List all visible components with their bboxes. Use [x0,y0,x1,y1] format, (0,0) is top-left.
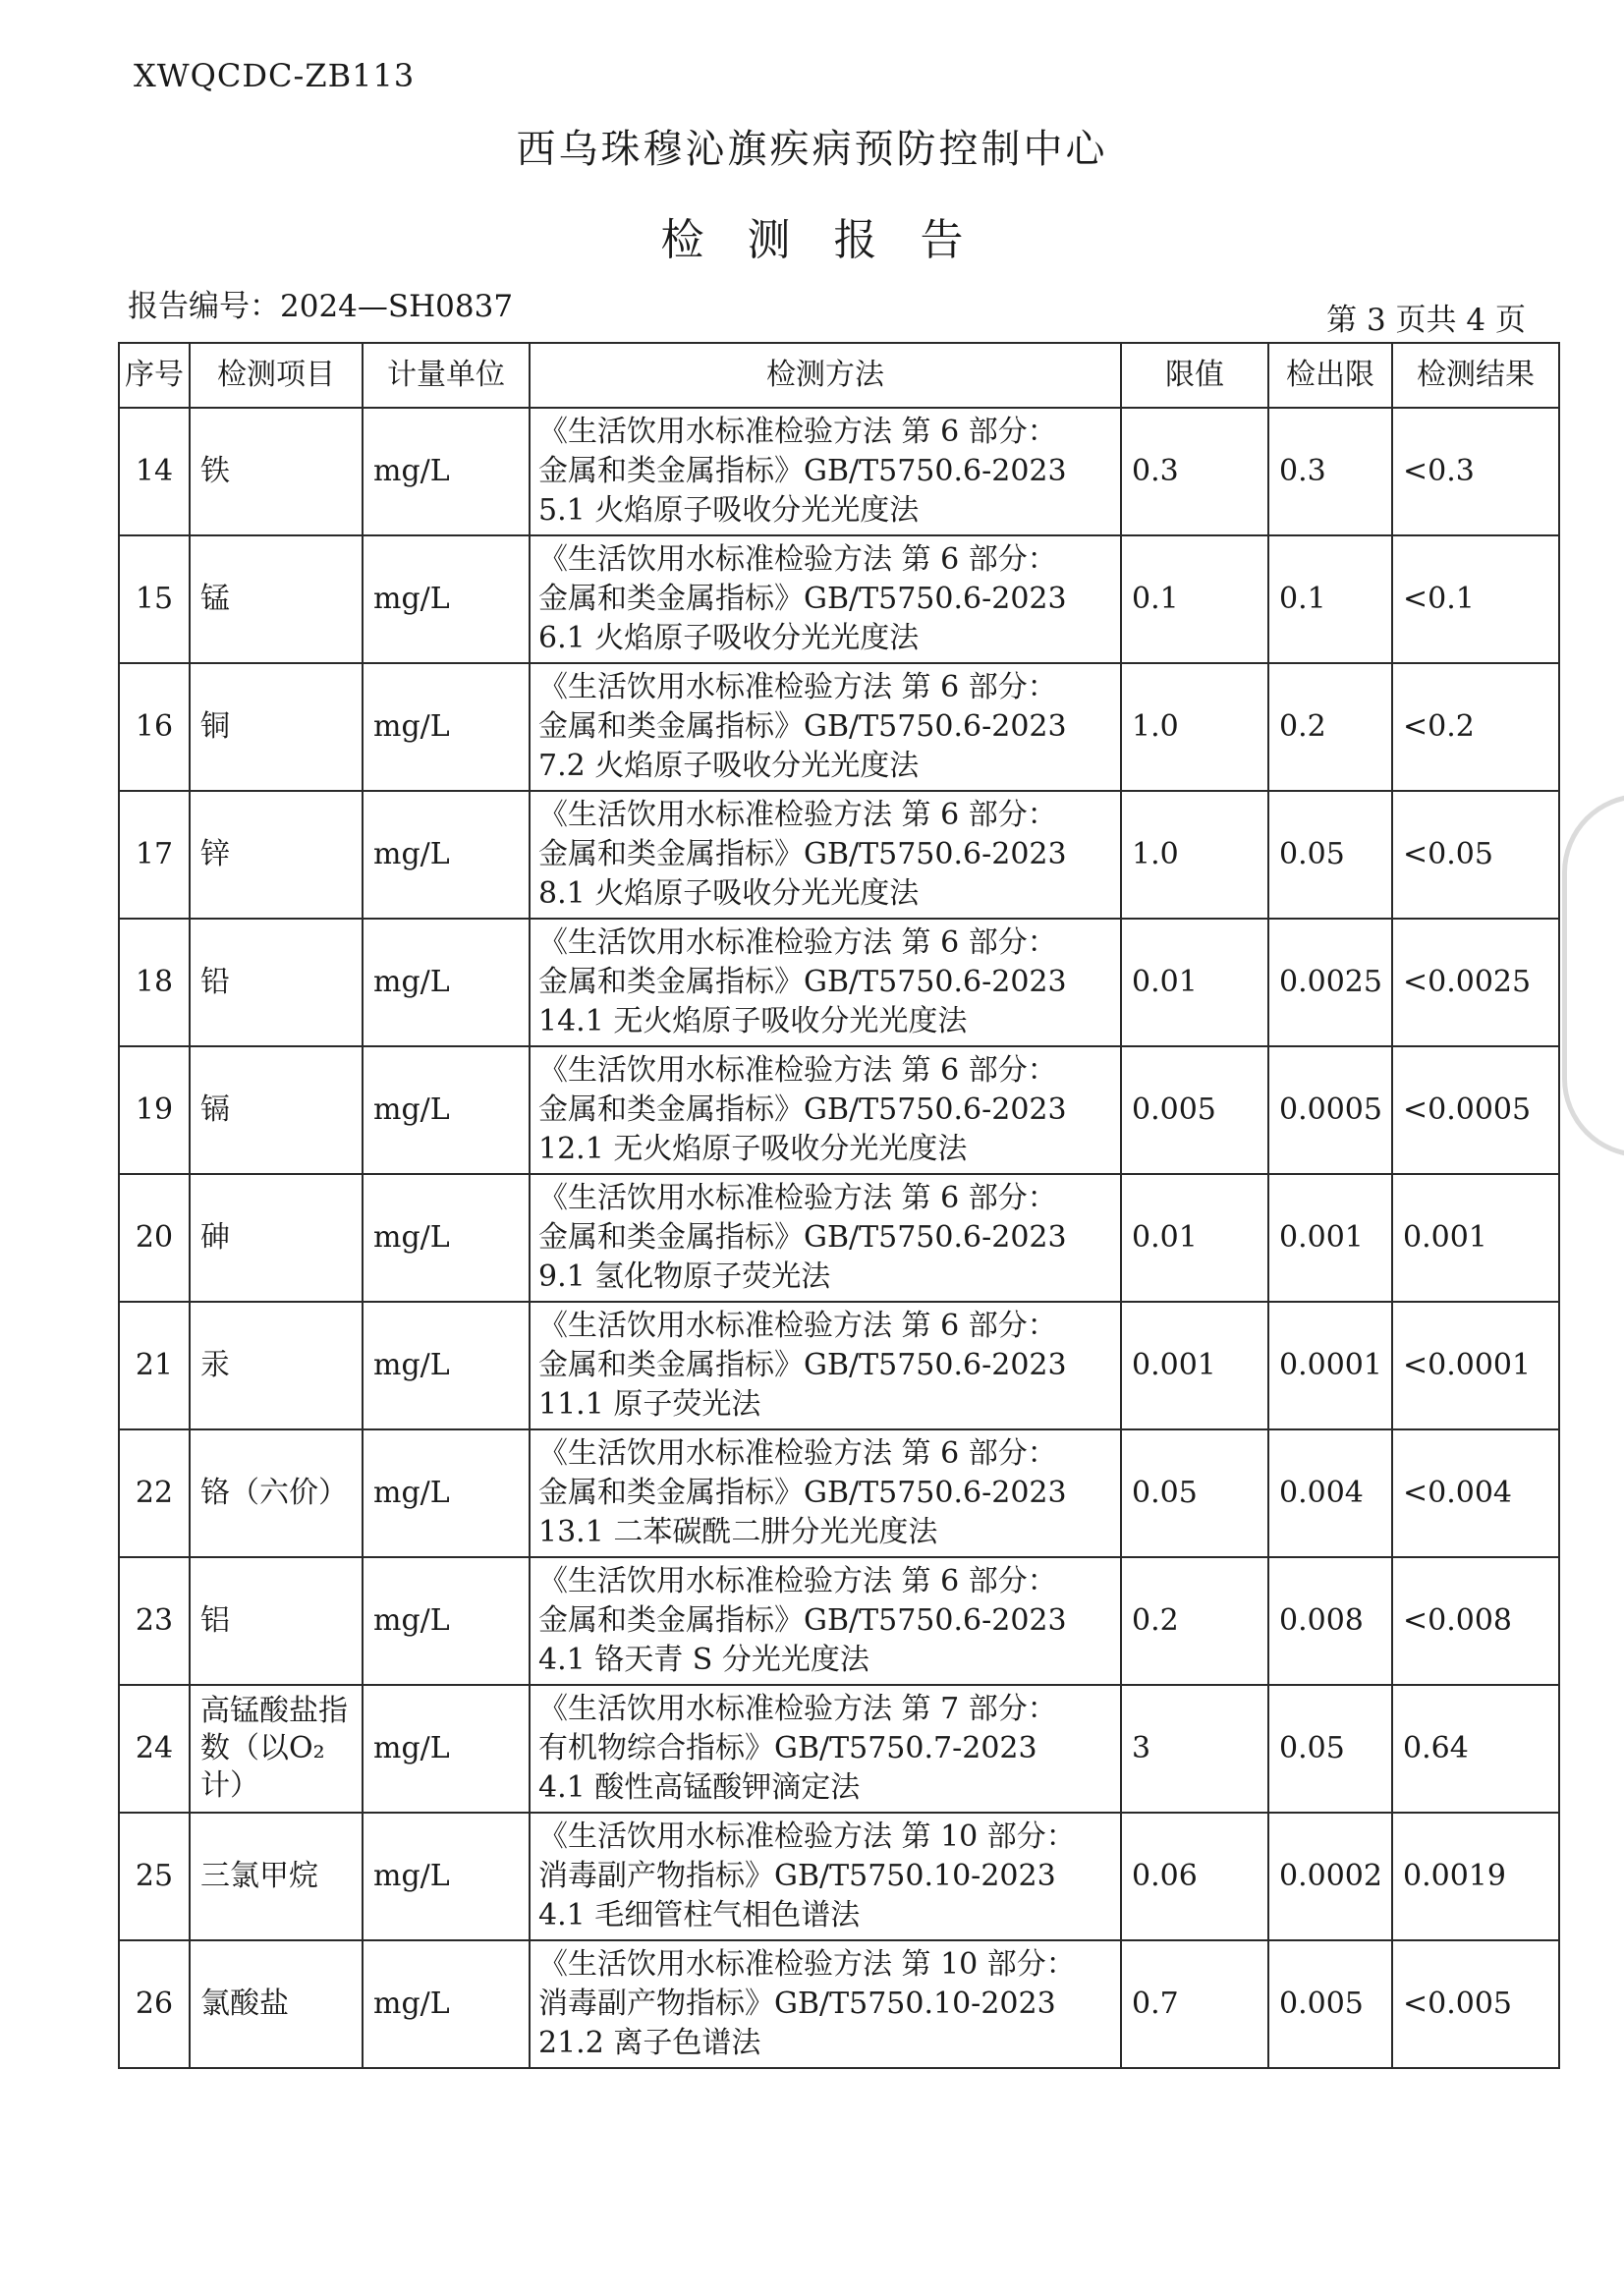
row-limit: 0.005 [1121,1046,1268,1174]
row-detection-limit: 0.2 [1268,663,1392,791]
method-line: 21.2 离子色谱法 [538,2026,761,2060]
method-line: 《生活饮用水标准检验方法 第 6 部分： [538,925,1057,960]
row-result: 0.001 [1392,1174,1559,1302]
table-row [119,1046,1559,1174]
row-item: 铜 [190,663,363,791]
table-row [119,1302,1559,1429]
row-unit: mg/L [363,1940,530,2068]
row-no: 21 [119,1302,190,1429]
row-no: 22 [119,1429,190,1557]
method-line: 《生活饮用水标准检验方法 第 6 部分： [538,542,1057,577]
method-line: 金属和类金属指标》GB/T5750.6-2023 [538,582,1067,616]
row-unit: mg/L [363,1302,530,1429]
row-unit: mg/L [363,663,530,791]
row-unit: mg/L [363,1174,530,1302]
row-item: 铬（六价） [190,1429,363,1557]
row-limit: 1.0 [1121,791,1268,919]
row-item: 镉 [190,1046,363,1174]
method-line: 金属和类金属指标》GB/T5750.6-2023 [538,1092,1067,1127]
method-line: 4.1 铬天青 S 分光光度法 [538,1643,869,1677]
row-item: 砷 [190,1174,363,1302]
row-method [530,1940,1121,2068]
method-line: 金属和类金属指标》GB/T5750.6-2023 [538,837,1067,871]
row-item: 汞 [190,1302,363,1429]
row-detection-limit: 0.0001 [1268,1302,1392,1429]
row-method [530,919,1121,1046]
header-detection-limit: 检出限 [1268,343,1392,408]
table-row [119,919,1559,1046]
row-item: 三氯甲烷 [190,1813,363,1940]
row-item: 铁 [190,408,363,535]
method-line: 6.1 火焰原子吸收分光光度法 [538,621,920,655]
row-no: 25 [119,1813,190,1940]
method-line: 13.1 二苯碳酰二肼分光光度法 [538,1515,938,1549]
row-result: <0.05 [1392,791,1559,919]
method-line: 12.1 无火焰原子吸收分光光度法 [538,1132,968,1166]
method-line: 《生活饮用水标准检验方法 第 6 部分： [538,1309,1057,1343]
header-limit: 限值 [1121,343,1268,408]
method-line: 9.1 氢化物原子荧光法 [538,1259,831,1294]
row-result: 0.64 [1392,1685,1559,1813]
method-line: 《生活饮用水标准检验方法 第 6 部分： [538,670,1057,704]
method-line: 11.1 原子荧光法 [538,1387,761,1422]
seal-stamp [1562,794,1624,1157]
row-no: 19 [119,1046,190,1174]
row-unit: mg/L [363,1685,530,1813]
row-detection-limit: 0.005 [1268,1940,1392,2068]
method-line: 7.2 火焰原子吸收分光光度法 [538,749,920,783]
row-detection-limit: 0.0025 [1268,919,1392,1046]
row-limit: 0.05 [1121,1429,1268,1557]
row-unit: mg/L [363,408,530,535]
row-detection-limit: 0.0005 [1268,1046,1392,1174]
method-line: 金属和类金属指标》GB/T5750.6-2023 [538,1348,1067,1382]
table-row [119,1685,1559,1813]
row-method [530,535,1121,663]
table-row [119,791,1559,919]
row-no: 17 [119,791,190,919]
header-method: 检测方法 [530,343,1121,408]
method-line: 金属和类金属指标》GB/T5750.6-2023 [538,1220,1067,1255]
row-method [530,408,1121,535]
row-no: 14 [119,408,190,535]
method-line: 4.1 酸性高锰酸钾滴定法 [538,1770,861,1805]
row-unit: mg/L [363,535,530,663]
row-detection-limit: 0.05 [1268,1685,1392,1813]
method-line: 金属和类金属指标》GB/T5750.6-2023 [538,965,1067,999]
row-method [530,1429,1121,1557]
row-limit: 1.0 [1121,663,1268,791]
row-no: 20 [119,1174,190,1302]
row-result: <0.0005 [1392,1046,1559,1174]
row-result: 0.0019 [1392,1813,1559,1940]
table-row [119,535,1559,663]
method-line: 4.1 毛细管柱气相色谱法 [538,1898,861,1932]
row-detection-limit: 0.3 [1268,408,1392,535]
method-line: 8.1 火焰原子吸收分光光度法 [538,876,920,911]
method-line: 《生活饮用水标准检验方法 第 7 部分： [538,1692,1057,1726]
row-unit: mg/L [363,1429,530,1557]
page-indicator: 第 3 页共 4 页 [1326,303,1526,338]
row-limit: 0.06 [1121,1813,1268,1940]
method-line: 金属和类金属指标》GB/T5750.6-2023 [538,1603,1067,1638]
row-detection-limit: 0.1 [1268,535,1392,663]
row-item: 锰 [190,535,363,663]
row-unit: mg/L [363,1813,530,1940]
row-limit: 0.001 [1121,1302,1268,1429]
method-line: 《生活饮用水标准检验方法 第 10 部分： [538,1947,1076,1982]
row-limit: 0.2 [1121,1557,1268,1685]
method-line: 金属和类金属指标》GB/T5750.6-2023 [538,709,1067,744]
row-detection-limit: 0.05 [1268,791,1392,919]
table-row [119,1557,1559,1685]
method-line: 《生活饮用水标准检验方法 第 10 部分： [538,1819,1076,1854]
row-detection-limit: 0.0002 [1268,1813,1392,1940]
method-line: 《生活饮用水标准检验方法 第 6 部分： [538,1181,1057,1215]
row-result: <0.3 [1392,408,1559,535]
row-result: <0.2 [1392,663,1559,791]
table-row [119,408,1559,535]
row-item: 高锰酸盐指数（以O₂计） [190,1685,363,1813]
row-limit: 0.3 [1121,408,1268,535]
row-no: 23 [119,1557,190,1685]
row-method [530,1046,1121,1174]
table-row [119,1940,1559,2068]
row-unit: mg/L [363,919,530,1046]
row-limit: 0.01 [1121,1174,1268,1302]
report-title: 检测报告 [660,215,1007,265]
row-result: <0.008 [1392,1557,1559,1685]
report-number: 报告编号：2024—SH0837 [128,289,514,324]
row-no: 18 [119,919,190,1046]
row-detection-limit: 0.004 [1268,1429,1392,1557]
row-method [530,1302,1121,1429]
method-line: 金属和类金属指标》GB/T5750.6-2023 [538,454,1067,488]
header-no: 序号 [119,343,190,408]
organization-name: 西乌珠穆沁旗疾病预防控制中心 [516,127,1108,172]
row-item: 锌 [190,791,363,919]
method-line: 有机物综合指标》GB/T5750.7-2023 [538,1731,1037,1765]
row-unit: mg/L [363,1557,530,1685]
row-limit: 3 [1121,1685,1268,1813]
results-table [118,342,1560,2069]
row-method [530,791,1121,919]
row-no: 16 [119,663,190,791]
method-line: 《生活饮用水标准检验方法 第 6 部分： [538,1436,1057,1471]
method-line: 14.1 无火焰原子吸收分光光度法 [538,1004,968,1038]
row-method [530,663,1121,791]
row-limit: 0.1 [1121,535,1268,663]
header-item: 检测项目 [190,343,363,408]
method-line: 《生活饮用水标准检验方法 第 6 部分： [538,415,1057,449]
table-row [119,1813,1559,1940]
row-method [530,1685,1121,1813]
row-item: 铅 [190,919,363,1046]
row-method [530,1174,1121,1302]
table-row [119,1429,1559,1557]
row-result: <0.005 [1392,1940,1559,2068]
row-no: 24 [119,1685,190,1813]
row-detection-limit: 0.001 [1268,1174,1392,1302]
row-unit: mg/L [363,791,530,919]
row-unit: mg/L [363,1046,530,1174]
row-item: 铝 [190,1557,363,1685]
method-line: 《生活饮用水标准检验方法 第 6 部分： [538,1564,1057,1598]
method-line: 《生活饮用水标准检验方法 第 6 部分： [538,798,1057,832]
table-header-row [119,343,1559,408]
method-line: 《生活饮用水标准检验方法 第 6 部分： [538,1053,1057,1088]
row-method [530,1557,1121,1685]
header-result: 检测结果 [1392,343,1559,408]
method-line: 消毒副产物指标》GB/T5750.10-2023 [538,1987,1056,2021]
row-method [530,1813,1121,1940]
header-unit: 计量单位 [363,343,530,408]
row-limit: 0.7 [1121,1940,1268,2068]
row-result: <0.0025 [1392,919,1559,1046]
row-no: 26 [119,1940,190,2068]
row-result: <0.1 [1392,535,1559,663]
method-line: 金属和类金属指标》GB/T5750.6-2023 [538,1476,1067,1510]
table-row [119,663,1559,791]
method-line: 5.1 火焰原子吸收分光光度法 [538,493,920,528]
row-limit: 0.01 [1121,919,1268,1046]
method-line: 消毒副产物指标》GB/T5750.10-2023 [538,1859,1056,1893]
document-code: XWQCDC-ZB113 [134,57,416,94]
row-no: 15 [119,535,190,663]
row-result: <0.004 [1392,1429,1559,1557]
row-item: 氯酸盐 [190,1940,363,2068]
row-result: <0.0001 [1392,1302,1559,1429]
table-row [119,1174,1559,1302]
row-detection-limit: 0.008 [1268,1557,1392,1685]
